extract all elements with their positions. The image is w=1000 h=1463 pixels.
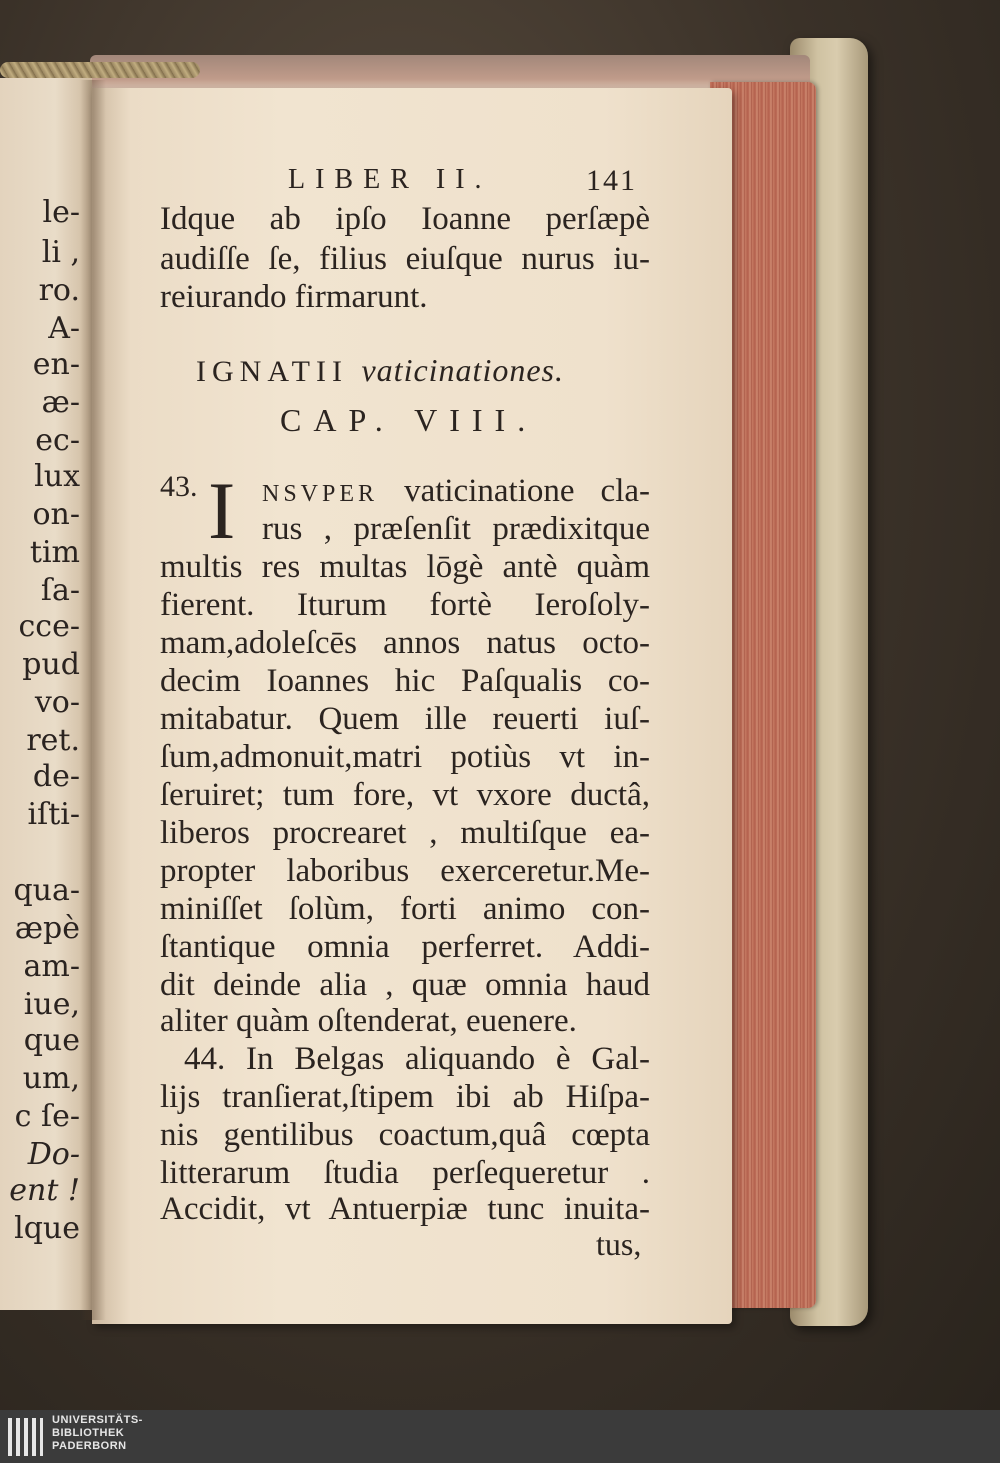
body-line — [262, 472, 650, 513]
chapter-heading: CAP. VIII. — [280, 402, 538, 438]
logo-line: PADERBORN — [52, 1440, 127, 1452]
left-line: le- — [42, 195, 80, 230]
drop-cap: I — [208, 465, 236, 556]
body-line: 44. In Belgas aliquando è Gal- — [184, 1041, 650, 1077]
left-line: æpè — [14, 911, 80, 946]
left-line: um, — [22, 1061, 80, 1096]
left-line: ro. — [38, 273, 80, 308]
first-line-rest: vaticinatione cla- — [404, 473, 650, 509]
left-line: qua- — [13, 873, 80, 908]
library-logo-text — [52, 1414, 143, 1453]
running-head: LIBER II. — [288, 164, 492, 195]
section-title-caps: IGNATII — [196, 355, 348, 388]
logo-line: BIBLIOTHEK — [52, 1427, 125, 1439]
body-line: reiurando firmarunt. — [160, 279, 428, 315]
left-line: ec- — [35, 423, 80, 458]
body-line: ſum,admonuit,matri potiùs vt in- — [160, 739, 650, 775]
paragraph-number: 43. — [160, 470, 198, 503]
library-logo-icon — [8, 1418, 46, 1456]
body-line: Accidit, vt Antuerpiæ tunc inuita- — [160, 1191, 650, 1227]
logo-line: UNIVERSITÄTS- — [52, 1414, 143, 1426]
body-line: ſtantique omnia perferret. Addi- — [160, 929, 650, 965]
left-line: iſti- — [27, 797, 80, 832]
left-line: pud — [22, 647, 80, 682]
section-title-italic: vaticinationes. — [361, 352, 564, 388]
page-number: 141 — [586, 164, 637, 197]
section-title — [196, 352, 564, 389]
left-line: cce- — [18, 609, 80, 644]
left-line: ret. — [26, 723, 80, 758]
left-line: on- — [32, 497, 80, 532]
body-line: ſeruiret; tum fore, vt vxore ductâ, — [160, 777, 650, 813]
page-gutter — [80, 80, 106, 1320]
body-line: audiſſe ſe, filius eiuſque nurus iu- — [160, 241, 650, 277]
left-line: ent ! — [9, 1173, 80, 1208]
left-line: am- — [23, 949, 80, 984]
left-line: æ- — [41, 385, 80, 420]
body-line: miniſſet ſolùm, forti animo con- — [160, 891, 650, 927]
body-line: nis gentilibus coactum,quâ cœpta — [160, 1117, 650, 1153]
left-line: li , — [41, 235, 80, 270]
body-line: multis res multas lōgè antè quàm — [160, 549, 650, 585]
body-line: Idque ab ipſo Ioanne perſæpè — [160, 201, 650, 237]
left-line: A- — [48, 311, 80, 346]
left-line: Do- — [27, 1137, 80, 1172]
left-line: lux — [34, 459, 80, 494]
body-line: decim Ioannes hic Paſqualis co- — [160, 663, 650, 699]
left-line: que — [23, 1023, 80, 1058]
left-line: c ſe- — [14, 1099, 80, 1134]
body-line: liberos procrearet , multiſque ea- — [160, 815, 650, 851]
left-line: tim — [29, 535, 80, 570]
left-line: iue, — [23, 987, 80, 1022]
body-line: mam,adoleſcēs annos natus octo- — [160, 625, 650, 661]
library-footer — [0, 1410, 1000, 1463]
body-line: litterarum ſtudia perſequeretur . — [160, 1155, 650, 1191]
left-line: vo- — [34, 685, 80, 720]
first-word-caps: NSVPER — [262, 481, 379, 507]
body-line: aliter quàm oſtenderat, euenere. — [160, 1003, 577, 1039]
left-line: ſa- — [40, 573, 80, 608]
left-line: de- — [32, 759, 80, 794]
body-line: propter laboribus exerceretur.Me- — [160, 853, 650, 889]
body-line: rus , præſenſit prædixitque — [262, 511, 650, 547]
body-line: fierent. Iturum fortè Ieroſoly- — [160, 587, 650, 623]
left-line: en- — [32, 347, 80, 382]
body-line: lijs tranſierat,ſtipem ibi ab Hiſpa- — [160, 1079, 650, 1115]
body-line: dit deinde alia , quæ omnia haud — [160, 967, 650, 1003]
catchword: tus, — [596, 1226, 642, 1262]
left-line: lque — [14, 1211, 80, 1246]
bookmark-thread — [0, 62, 200, 78]
body-line: mitabatur. Quem ille reuerti iuſ- — [160, 701, 650, 737]
